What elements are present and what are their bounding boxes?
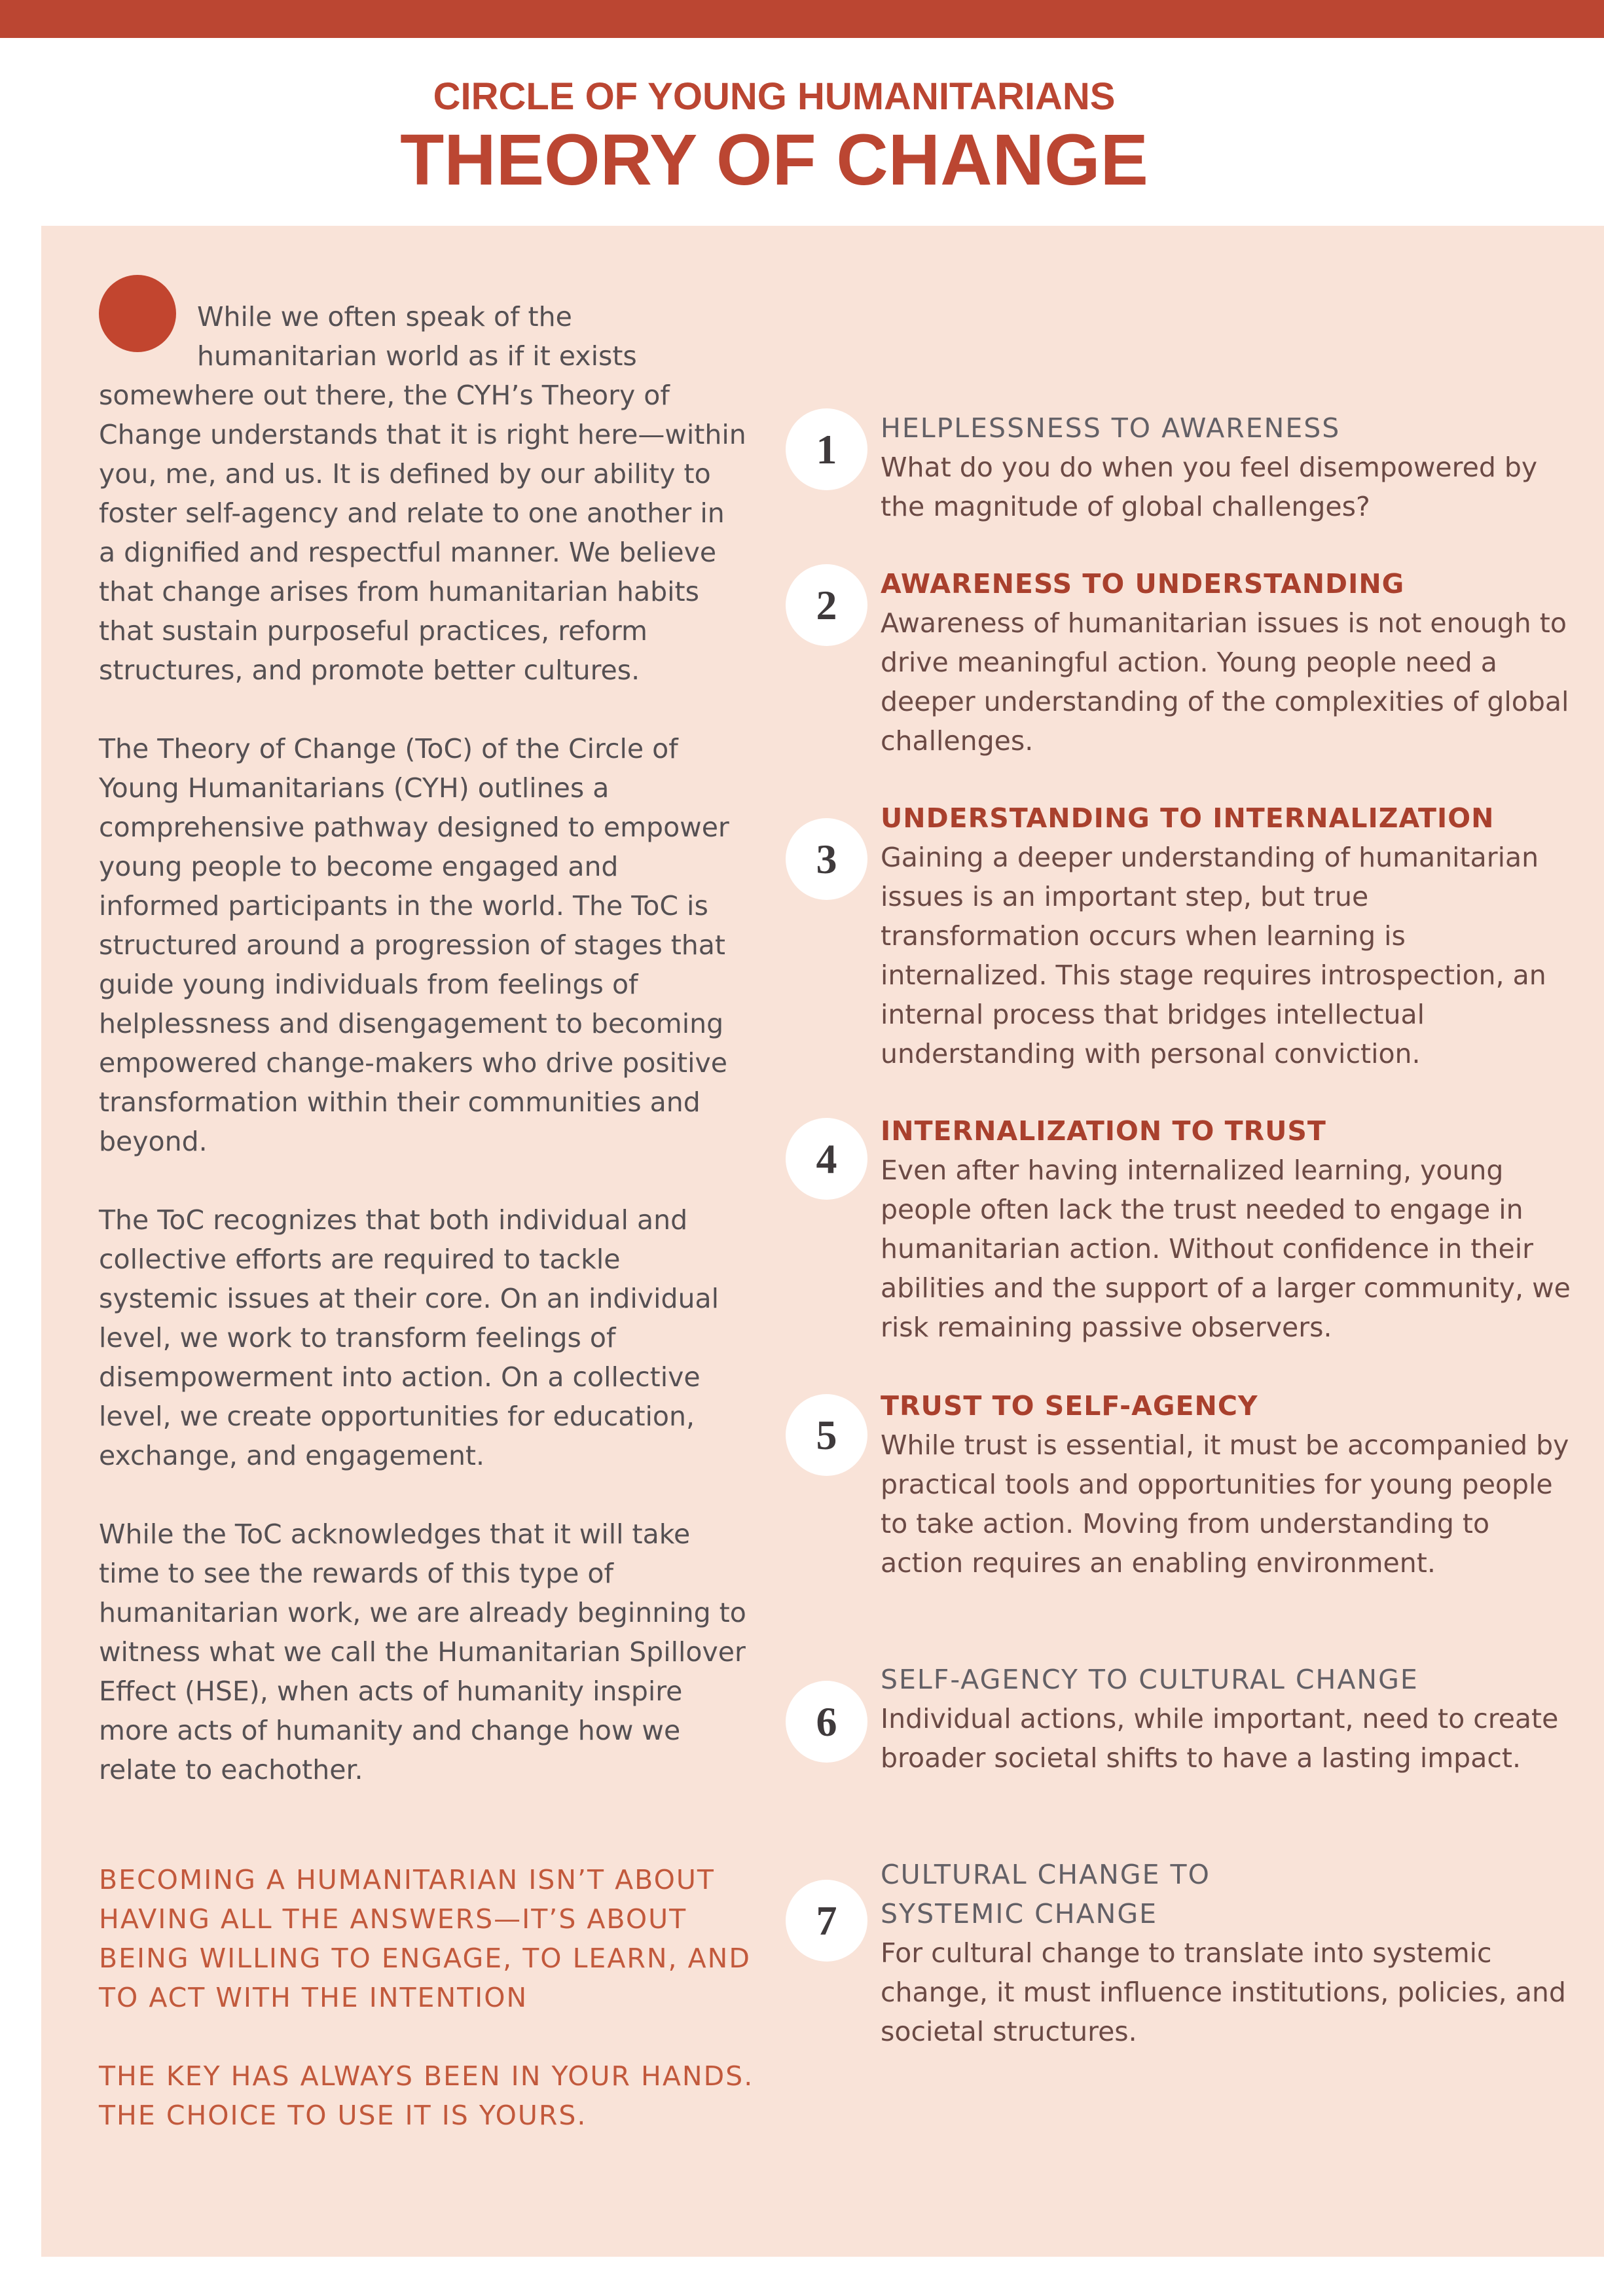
spillover-effect-paragraph: While the ToC acknowledges that it will take time to see the rewards of this type of humanitarian work, we are already beginning to witness what we call the Humanitarian Spillover Effect (HSE), when acts of humanity inspire more acts of humanity and change how we relate to eachother. [99, 1518, 746, 1785]
stage-text [881, 1855, 1575, 2051]
stage-number-badge: 1 [786, 408, 867, 490]
quote-line-2: THE KEY HAS ALWAYS BEEN IN YOUR HANDS. THE CHOICE TO USE IT IS YOURS. [99, 2060, 754, 2131]
stage-heading: INTERNALIZATION TO TRUST [881, 1115, 1326, 1147]
stage-description: Even after having internalized learning, young people often lack the trust needed to engage in humanitarian action. Without confidence in their abilities and the support of a larger community, we risk remaining passive observers. [881, 1155, 1571, 1343]
stage-text [881, 1660, 1575, 1778]
stage-text [881, 564, 1575, 761]
quote-line-1: BECOMING A HUMANITARIAN ISN’T ABOUT HAVING ALL THE ANSWERS—IT’S ABOUT BEING WILLING TO ENGAGE, TO LEARN, AND TO ACT WITH THE INTENTION [99, 1864, 751, 2013]
closing-quote [99, 1860, 760, 2135]
intro-column [99, 275, 747, 1789]
decorative-dot-icon [99, 275, 176, 352]
stage-description: Awareness of humanitarian issues is not enough to drive meaningful action. Young people need a deeper understanding of the complexities of global challenges. [881, 607, 1569, 757]
stage-description: Individual actions, while important, need to create broader societal shifts to have a lasting impact. [881, 1703, 1559, 1774]
stage-heading: SELF-AGENCY TO CULTURAL CHANGE [881, 1664, 1419, 1695]
stage-text [881, 1111, 1575, 1347]
toc-overview-paragraph: The Theory of Change (ToC) of the Circle of Young Humanitarians (CYH) outlines a comprehensive pathway designed to empower young people to become engaged and informed participants in the world. The ToC is structured around a progression of stages that guide young individuals from feelings of helplessness and disengagement to becoming empowered change-makers who drive positive transformation within their communities and beyond. [99, 733, 729, 1157]
page-title: THEORY OF CHANGE [400, 120, 1148, 200]
stage-description: What do you do when you feel disempowered by the magnitude of global challenges? [881, 452, 1538, 522]
stage-number-badge: 3 [786, 818, 867, 900]
stage-text [881, 408, 1575, 526]
stage-text [881, 798, 1575, 1073]
stage-heading: TRUST TO SELF-AGENCY [881, 1390, 1258, 1422]
stage-heading: CULTURAL CHANGE TO SYSTEMIC CHANGE [881, 1859, 1211, 1929]
stage-number-badge: 2 [786, 564, 867, 646]
stage-number-badge: 5 [786, 1394, 867, 1476]
stage-heading: HELPLESSNESS TO AWARENESS [881, 412, 1341, 444]
stage-text [881, 1386, 1575, 1583]
intro-paragraph: While we often speak of the humanitarian world as if it exists somewhere out there, the CYH’s Theory of Change understands that it is right here—within you, me, and us. It is defined by our ability to foster self-agency and relate to one another in a dignified and respectful manner. We believe that change arises from humanitarian habits that sustain purposeful practices, reform structures, and promote better cultures. [99, 301, 746, 686]
stage-description: For cultural change to translate into systemic change, it must influence institutions, policies, and societal structures. [881, 1937, 1566, 2047]
stage-number-badge: 4 [786, 1118, 867, 1200]
stage-number-badge: 7 [786, 1880, 867, 1962]
stage-description: Gaining a deeper understanding of humanitarian issues is an important step, but true transformation occurs when learning is internalized. This stage requires introspection, an internal process that bridges intellectual understanding with personal conviction. [881, 842, 1546, 1069]
page-subtitle: CIRCLE OF YOUNG HUMANITARIANS [433, 75, 1116, 118]
top-color-bar [0, 0, 1604, 38]
stage-heading: UNDERSTANDING TO INTERNALIZATION [881, 802, 1495, 834]
stage-number-badge: 6 [786, 1681, 867, 1763]
collective-efforts-paragraph: The ToC recognizes that both individual and collective efforts are required to tackle systemic issues at their core. On an individual level, we work to transform feelings of disempowerment into action. On a collective level, we create opportunities for education, exchange, and engagement. [99, 1204, 719, 1471]
stage-description: While trust is essential, it must be accompanied by practical tools and opportunities for young people to take action. Moving from understanding to action requires an enabling environment. [881, 1429, 1569, 1579]
stage-heading: AWARENESS TO UNDERSTANDING [881, 568, 1405, 600]
